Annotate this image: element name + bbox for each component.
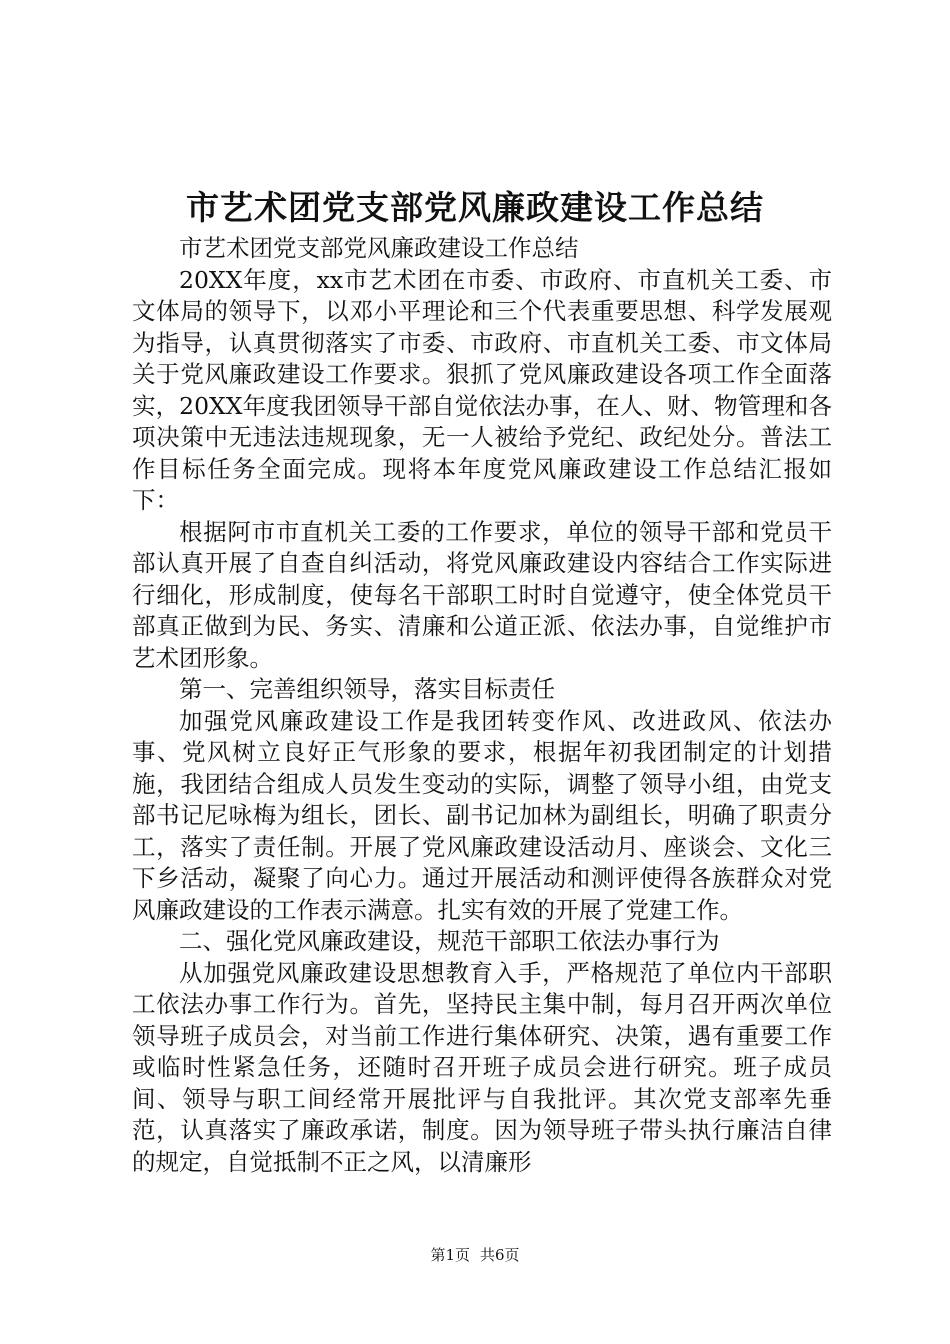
document-title: 市艺术团党支部党风廉政建设工作总结 [186,188,764,227]
section-heading-1: 第一、完善组织领导，落实目标责任 [179,675,555,703]
section-heading-2: 二、强化党风廉政建设，规范干部职工依法办事行为 [179,927,720,955]
paragraph-subtitle: 市艺术团党支部党风廉政建设工作总结 [179,234,579,262]
page-number: 第1页 [430,1246,470,1264]
paragraph-intro: 20XX年度，xx市艺术团在市委、市政府、市直机关工委、市文体局的领导下，以邓小平理论和三个代表重要思想、科学发展观为指导，认真贯彻落实了市委、市政府、市直机关工委、市文体局关于党风廉政建设工作要求。狠抓了党风廉政建设各项工作全面落实，20XX年度我团领导干部自觉依法办事，在人、财、物管理和各项决策中无违法违规现象，无一人被给予党纪、政纪处分。普法工作目标任务全面完成。现将本年度党风廉政建设工作总结汇报如下： [132,265,832,514]
paragraph-self-check: 根据阿市市直机关工委的工作要求，单位的领导干部和党员干部认真开展了自查自纠活动，将党风廉政建设内容结合工作实际进行细化，形成制度，使每名干部职工时时自觉遵守，使全体党员干部真正做到为民、务实、清廉和公道正派、依法办事，自觉维护市艺术团形象。 [132,517,832,672]
document-body [132,233,832,1178]
paragraph-conduct: 从加强党风廉政建设思想教育入手，严格规范了单位内干部职工依法办事工作行为。首先，坚持民主集中制，每月召开两次单位领导班子成员会，对当前工作进行集体研究、决策，遇有重要工作或临时性紧急任务，还随时召开班子成员会进行研究。班子成员间、领导与职工间经常开展批评与自我批评。其次党支部率先垂范，认真落实了廉政承诺，制度。因为领导班子带头执行廉洁自律的规定，自觉抵制不正之风，以清廉形 [132,958,832,1176]
paragraph-organization: 加强党风廉政建设工作是我团转变作风、改进政风、依法办事、党风树立良好正气形象的要求，根据年初我团制定的计划措施，我团结合组成人员发生变动的实际，调整了领导小组，由党支部书记尼咏梅为组长，团长、副书记加林为副组长，明确了职责分工，落实了责任制。开展了党风廉政建设活动月、座谈会、文化三下乡活动，凝聚了向心力。通过开展活动和测评使得各族群众对党风廉政建设的工作表示满意。扎实有效的开展了党建工作。 [132,706,832,924]
page-footer [0,1245,950,1265]
page-total: 共6页 [480,1246,520,1264]
